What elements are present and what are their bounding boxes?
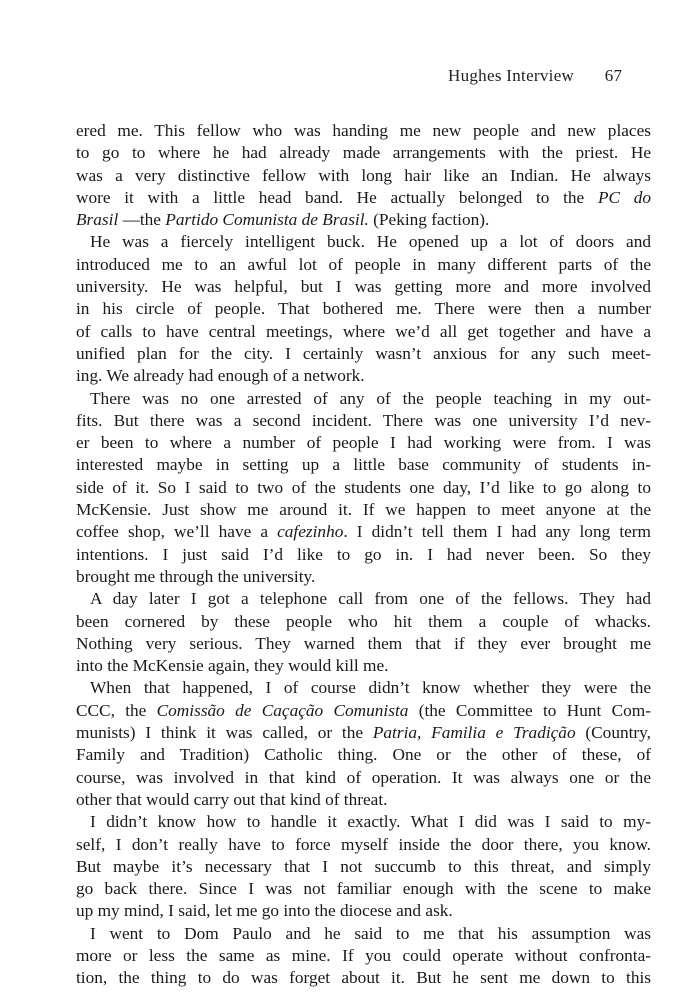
text-run: introduced me to an awful lot of people in many different parts of the [76,254,651,274]
text-line [76,655,651,677]
text-line [76,410,651,432]
text-run: other that would carry out that kind of threat. [76,789,388,809]
paragraph [76,677,651,811]
text-line [76,633,651,655]
paragraph [76,923,651,990]
text-run: munists) I think it was called, or the [76,723,373,743]
text-line [76,767,651,789]
text-run: in his circle of people. That bothered me. There were then a number [76,299,651,319]
italic-text: Brasil [76,210,119,230]
text-line [76,900,651,922]
text-line [76,231,651,253]
text-run: into the McKensie again, they would kill me. [76,656,389,676]
text-line [76,321,651,343]
text-run: was a very distinctive fellow with long hair like an Indian. He always [76,165,651,185]
text-run: ered me. This fellow who was handing me new people and new places [76,121,651,140]
text-line [76,588,651,610]
text-line [76,789,651,811]
text-line [76,365,651,387]
text-line [76,142,651,164]
text-run: (the Committee to Hunt Com- [408,700,651,720]
text-line [76,499,651,521]
italic-text: Partido Comunista de Brasil. [165,210,369,230]
text-line [76,454,651,476]
text-run: But maybe it’s necessary that I not succumb to this threat, and simply [76,856,651,876]
text-line [76,700,651,722]
text-run: I didn’t know how to handle it exactly. What I did was I said to my- [90,812,651,832]
paragraph [76,388,651,589]
text-line [76,209,651,231]
text-line [76,945,651,967]
text-line [76,165,651,187]
text-run: course, was involved in that kind of operation. It was always one or the [76,767,651,787]
text-line [76,276,651,298]
text-run: interested maybe in setting up a little base community of students in- [76,455,651,475]
text-line [76,544,651,566]
italic-text: Patria, Familia e Tradição [372,723,576,743]
text-run: McKensie. Just show me around it. If we happen to meet anyone at the [76,500,651,520]
text-line [76,477,651,499]
text-line [76,967,651,989]
italic-text: PC do [597,187,652,207]
text-line [76,254,651,276]
text-run: Family and Tradition) Catholic thing. One or the other of these, of [76,745,651,765]
text-line [76,298,651,320]
text-line [76,120,651,142]
text-line [76,856,651,878]
text-line [76,677,651,699]
text-run: university. He was helpful, but I was getting more and more involved [76,277,651,297]
text-run: go back there. Since I was not familiar enough with the scene to make [76,879,651,899]
text-run: tion, the thing to do was forget about it. But he sent me down to this [76,968,651,988]
text-run: up my mind, I said, let me go into the diocese and ask. [76,901,453,921]
paragraph [76,588,651,677]
text-line [76,923,651,945]
text-line [76,744,651,766]
text-line [76,432,651,454]
text-run: intentions. I just said I’d like to go in. I had never been. So they [76,544,651,564]
text-line [76,521,651,543]
text-run: —the [118,210,166,230]
text-line [76,834,651,856]
paragraph [76,231,651,387]
text-run: . I didn’t tell them I had any long term [343,522,651,542]
text-run: When that happened, I of course didn’t know whether they were the [90,678,651,698]
text-run: self, I don’t really have to force myself inside the door there, you know. [76,834,651,854]
text-line [76,611,651,633]
text-run: (Peking faction). [368,210,490,230]
text-run: been cornered by these people who hit them a couple of whacks. [76,611,651,631]
text-run: ing. We already had enough of a network. [76,366,365,386]
text-line [76,187,651,209]
italic-text: Comissão de Caçação Comunista [156,700,409,720]
text-run: fits. But there was a second incident. There was one university I’d nev- [76,410,651,430]
text-line [76,722,651,744]
text-run: unified plan for the city. I certainly wasn’t anxious for any such meet- [76,343,651,363]
italic-text: cafezinho [277,522,344,542]
text-run: of calls to have central meetings, where we’d all get together and have a [76,321,651,341]
text-run: Nothing very serious. They warned them that if they ever brought me [76,633,651,653]
paragraph [76,120,651,231]
body-text [76,120,651,990]
text-run: (Country, [575,723,652,743]
text-run: wore it with a little head band. He actually belonged to the [76,187,598,207]
page-number: 67 [604,66,623,85]
text-run: brought me through the university. [76,566,316,586]
text-run: er been to where a number of people I had working were from. I was [76,433,651,453]
text-run: CCC, the [76,700,157,720]
text-run: I went to Dom Paulo and he said to me that his assumption was [90,923,651,943]
text-line [76,811,651,833]
text-run: coffee shop, we’ll have a [76,522,278,542]
text-run: There was no one arrested of any of the people teaching in my out- [90,388,651,408]
text-run: A day later I got a telephone call from one of the fellows. They had [90,589,651,609]
text-run: to go to where he had already made arrangements with the priest. He [76,143,651,163]
text-run: He was a fiercely intelligent buck. He opened up a lot of doors and [90,232,651,252]
text-run: more or less the same as mine. If you could operate without confronta- [76,945,651,965]
running-head [448,66,622,86]
running-head-title: Hughes Interview [448,66,575,85]
text-run: side of it. So I said to two of the students one day, I’d like to go along to [76,477,651,497]
text-line [76,566,651,588]
text-line [76,343,651,365]
text-line [76,878,651,900]
paragraph [76,811,651,922]
text-line [76,388,651,410]
